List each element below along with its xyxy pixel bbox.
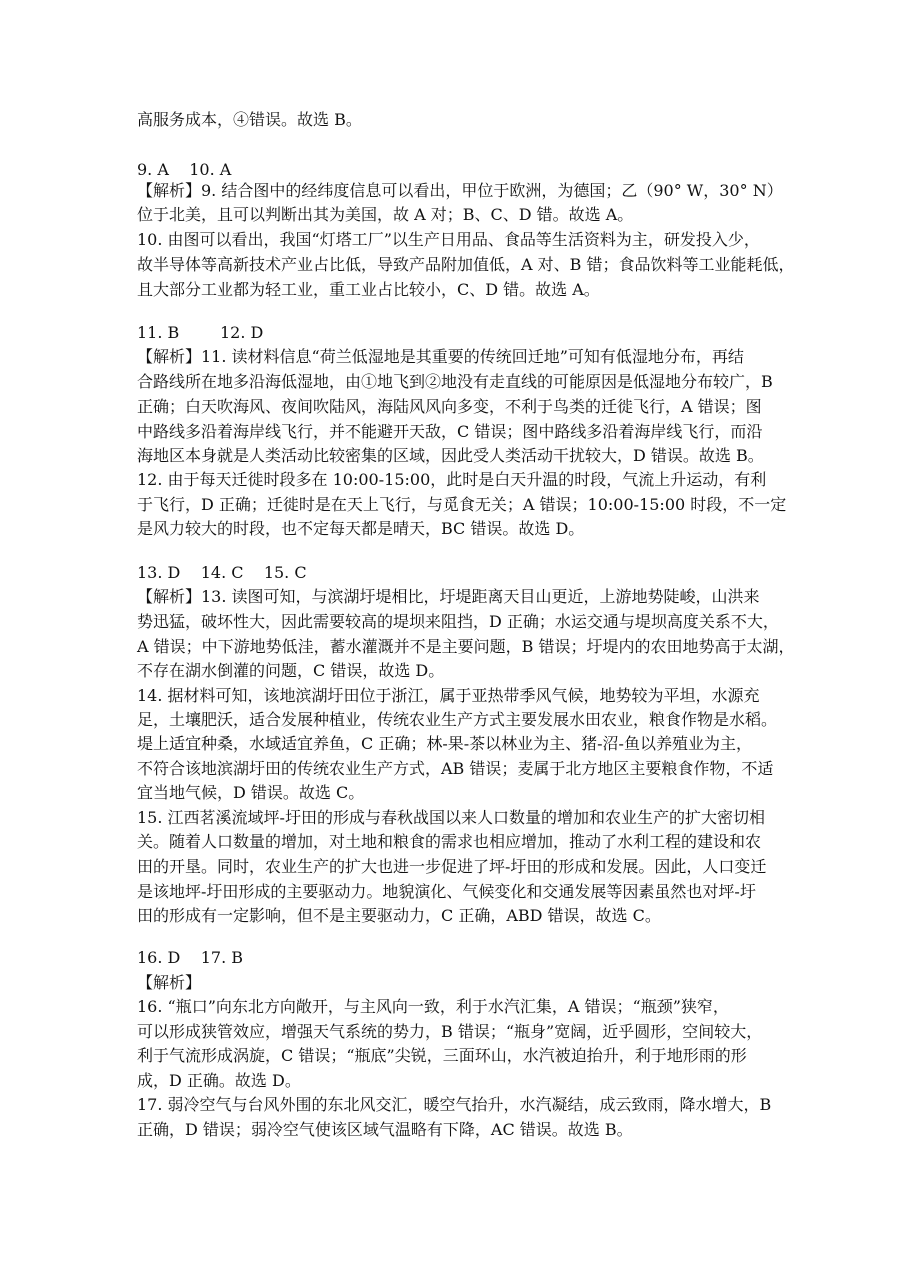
text-line: 是该地坪-圩田形成的主要驱动力。地貌演化、气候变化和交通发展等因素虽然也对坪-圩 <box>137 882 756 901</box>
text-line: 田的形成有一定影响，但不是主要驱动力，C 正确，ABD 错误，故选 C。 <box>137 906 661 925</box>
text-line: 足，土壤肥沃，适合发展种植业，传统农业生产方式主要发展水田农业，粮食作物是水稻。 <box>137 710 778 729</box>
text-line: 是风力较大的时段，也不定每天都是晴天，BC 错误。故选 D。 <box>137 519 585 538</box>
text-line: 且大部分工业都为轻工业，重工业占比较小，C、D 错。故选 A。 <box>137 280 600 299</box>
text-line: 【解析】 <box>137 973 202 992</box>
text-line: 17. 弱冷空气与台风外围的东北风交汇，暖空气抬升，水汽凝结，成云致雨，降水增大，B <box>137 1095 772 1114</box>
answer-line: 13. D 14. C 15. C <box>137 563 307 582</box>
answer-line: 11. B 12. D <box>137 323 264 342</box>
text-line: 位于北美，且可以判断出其为美国，故 A 对；B、C、D 错。故选 A。 <box>137 205 634 224</box>
text-line: 高服务成本，④错误。故选 B。 <box>137 110 362 129</box>
text-line: 田的开垦。同时，农业生产的扩大也进一步促进了坪-圩田的形成和发展。因此，人口变迁 <box>137 857 767 876</box>
text-line: 10. 由图可以看出，我国“灯塔工厂”以生产日用品、食品等生活资料为主，研发投入少， <box>137 230 760 249</box>
text-line: 12. 由于每天迁徙时段多在 10:00-15:00，此时是白天升温的时段，气流上升运动，有利 <box>137 470 767 489</box>
text-line: 【解析】11. 读材料信息“荷兰低湿地是其重要的传统回迁地”可知有低湿地分布，再结 <box>137 347 744 366</box>
text-line: 合路线所在地多沿海低湿地，由①地飞到②地没有走直线的可能原因是低湿地分布较广，B <box>137 372 773 391</box>
text-line: 宜当地气候，D 错误。故选 C。 <box>137 783 365 802</box>
text-line: 不符合该地滨湖圩田的传统农业生产方式，AB 错误；麦属于北方地区主要粮食作物，不适 <box>137 759 774 778</box>
text-line: 16. “瓶口”向东北方向敞开，与主风向一致，利于水汽汇集，A 错误；“瓶颈”狭窄， <box>137 997 729 1016</box>
text-line: 【解析】13. 读图可知，与滨湖圩堤相比，圩堤距离天目山更近，上游地势陡峻，山洪来 <box>137 587 760 606</box>
text-line: 不存在湖水倒灌的问题，C 错误，故选 D。 <box>137 661 445 680</box>
text-line: 可以形成狭管效应，增强天气系统的势力，B 错误；“瓶身”宽阔，近乎圆形，空间较大， <box>137 1022 763 1041</box>
text-line: 势迅猛，破坏性大，因此需要较高的堤坝来阻挡，D 正确；水运交通与堤坝高度关系不大， <box>137 612 779 631</box>
text-line: 【解析】9. 结合图中的经纬度信息可以看出，甲位于欧洲，为德国；乙（90° W，30° N） <box>137 181 783 200</box>
text-line: 成，D 正确。故选 D。 <box>137 1071 301 1090</box>
text-line: 中路线多沿着海岸线飞行，并不能避开天敌，C 错误；图中路线多沿着海岸线飞行，而沿 <box>137 422 763 441</box>
text-line: 故半导体等高新技术产业占比低，导致产品附加值低，A 对、B 错；食品饮料等工业能耗低， <box>137 255 795 274</box>
text-line: 堤上适宜种桑，水域适宜养鱼，C 正确；林-果-茶以林业为主、猪-沼-鱼以养殖业为主， <box>137 734 752 753</box>
text-line: 正确，D 错误；弱冷空气使该区域气温略有下降，AC 错误。故选 B。 <box>137 1120 633 1139</box>
text-line: 关。随着人口数量的增加，对土地和粮食的需求也相应增加，推动了水利工程的建设和农 <box>137 832 762 851</box>
text-line: 15. 江西茗溪流域坪-圩田的形成与春秋战国以来人口数量的增加和农业生产的扩大密切相 <box>137 808 765 827</box>
text-line: 利于气流形成涡旋，C 错误；“瓶底”尖锐，三面环山，水汽被迫抬升，利于地形雨的形 <box>137 1046 747 1065</box>
text-line: 于飞行，D 正确；迁徙时是在天上飞行，与觅食无关；A 错误；10:00-15:00 时段，不一定 <box>137 495 787 514</box>
text-line: 14. 据材料可知，该地滨湖圩田位于浙江，属于亚热带季风气候，地势较为平坦，水源充 <box>137 686 760 705</box>
text-line: 正确；白天吹海风、夜间吹陆风，海陆风风向多变，不利于鸟类的迁徙飞行，A 错误；图 <box>137 397 762 416</box>
answer-line: 16. D 17. B <box>137 948 243 967</box>
text-line: A 错误；中下游地势低洼，蓄水灌溉并不是主要问题，B 错误；圩堤内的农田地势高于太湖， <box>137 637 795 656</box>
text-line: 海地区本身就是人类活动比较密集的区域，因此受人类活动干扰较大，D 错误。故选 B。 <box>137 446 764 465</box>
answer-line: 9. A 10. A <box>137 160 232 179</box>
